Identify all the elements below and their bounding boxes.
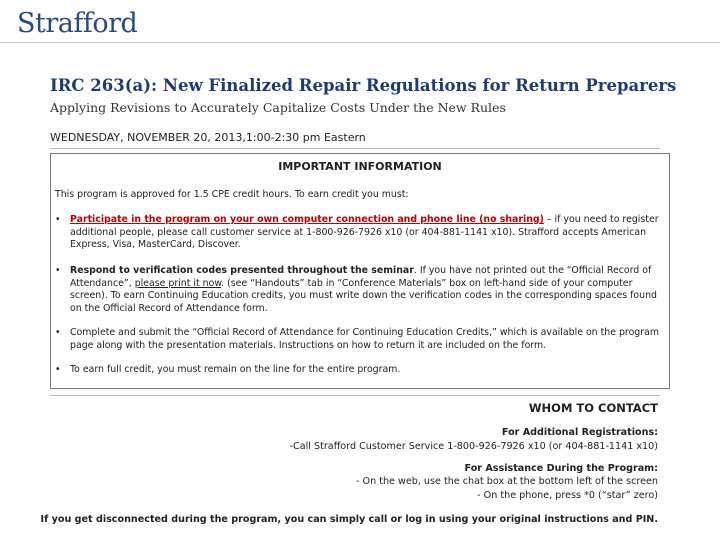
assistance-label: For Assistance During the Program: [464, 463, 658, 474]
strafford-logo: Strafford [17, 8, 138, 39]
requirement-item-4 [55, 364, 659, 377]
requirement-item-2 [55, 265, 659, 315]
bullet: • [55, 214, 61, 225]
assistance-phone: - On the phone, press *0 (“star” zero) [477, 490, 658, 501]
date-divider [50, 148, 660, 149]
page-title: IRC 263(a): New Finalized Repair Regulations for Return Preparers [50, 76, 677, 95]
registrations-label: For Additional Registrations: [501, 427, 658, 438]
item4-text: To earn full credit, you must remain on the line for the entire program. [70, 364, 401, 375]
requirement-item-3 [55, 327, 659, 352]
important-information-box [50, 153, 670, 389]
item2-text-b: . (see “Handouts” tab in “Conference Materials” box on left-hand side of your computer screen). To earn Continuing Education credits, you must write down the verification codes in the corresponding spaces found on the Official Record of Attendance form. [70, 277, 657, 314]
item3-text: Complete and submit the “Official Record of Attendance for Continuing Education Credits,” which is available on the program page along with the presentation materials. Instructions on how to return it are included on the form. [70, 327, 659, 351]
contact-heading: WHOM TO CONTACT [528, 401, 658, 415]
print-it-now-link[interactable]: please print it now [134, 277, 222, 289]
item2-text-a: . If you have not printed out the “Official Record of Attendance”, [70, 265, 652, 289]
info-box-intro: This program is approved for 1.5 CPE credit hours. To earn credit you must: [55, 189, 409, 200]
verification-codes-emphasis: Respond to verification codes presented throughout the seminar [70, 265, 414, 276]
page-subtitle: Applying Revisions to Accurately Capitalize Costs Under the New Rules [50, 100, 506, 115]
disconnect-note: If you get disconnected during the program, you can simply call or log in using your original instructions and PIN. [40, 514, 658, 525]
item1-text: – if you need to register additional people, please call customer service at 1-800-926-7926 x10 (or 404-881-1141 x10). Strafford accepts American Express, Visa, MasterCard, Discover. [70, 214, 659, 251]
bullet: • [55, 327, 61, 338]
assistance-web: - On the web, use the chat box at the bottom left of the screen [356, 476, 658, 487]
info-box-heading: IMPORTANT INFORMATION [278, 160, 442, 173]
requirement-item-1 [55, 214, 659, 252]
program-date: WEDNESDAY, NOVEMBER 20, 2013,1:00-2:30 pm Eastern [50, 131, 366, 144]
header-divider [0, 42, 720, 43]
bullet: • [55, 364, 61, 375]
registrations-phone: -Call Strafford Customer Service 1-800-926-7926 x10 (or 404-881-1141 x10) [289, 441, 658, 452]
bullet: • [55, 265, 61, 276]
no-sharing-emphasis: Participate in the program on your own computer connection and phone line (no sharing) [70, 214, 544, 225]
contact-divider [50, 395, 660, 396]
